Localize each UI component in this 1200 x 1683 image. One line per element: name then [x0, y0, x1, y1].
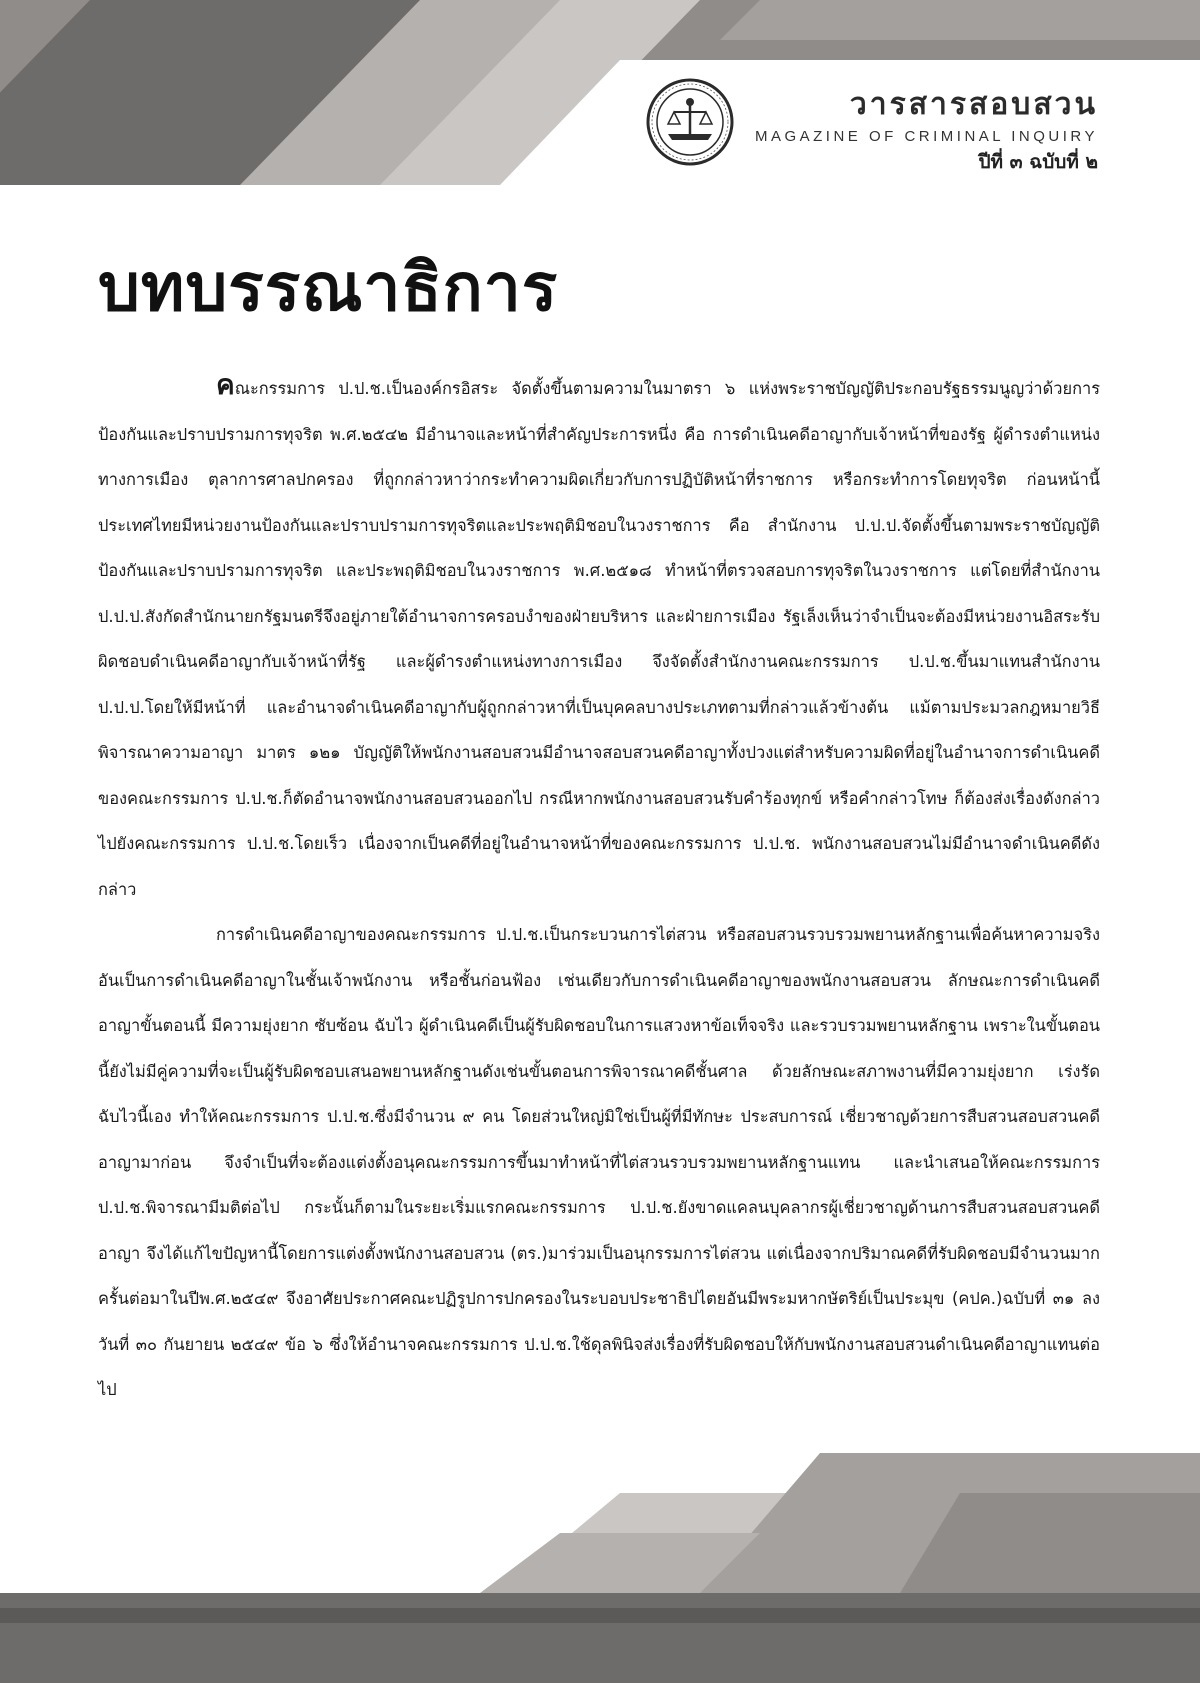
issue-label: ปีที่ ๓ ฉบับที่ ๒ [978, 151, 1098, 173]
magazine-title-thai: วารสารสอบสวน [849, 87, 1098, 122]
emblem-seal-icon [646, 78, 734, 166]
editorial-body [98, 362, 1100, 1413]
footer-decorative-band [0, 1433, 1200, 1683]
magazine-title-english: MAGAZINE OF CRIMINAL INQUIRY [754, 128, 1098, 145]
masthead [646, 78, 1106, 188]
page-title: บทบรรณาธิการ [98, 249, 559, 326]
paragraph-2: การดำเนินคดีอาญาของคณะกรรมการ ป.ป.ช.เป็นกระบวนการไต่สวน หรือสอบสวนรวบรวมพยานหลักฐานเพื่อค้นหาความจริง อันเป็นการดำเนินคดีอาญาในชั้นเจ้าพนักงาน หรือชั้นก่อนฟ้อง เช่นเดียวกับการดำเนินคดีอาญาของพนักงานสอบสวน ลักษณะการดำเนินคดีอาญาขั้นตอนนี้ มีความยุ่งยาก ซับซ้อน ฉับไว ผู้ดำเนินคดีเป็นผู้รับผิดชอบในการแสวงหาข้อเท็จจริง และรวบรวมพยานหลักฐาน เพราะในขั้นตอนนี้ยังไม่มีคู่ความที่จะเป็นผู้รับผิดชอบเสนอพยานหลักฐานดังเช่นขั้นตอนการพิจารณาคดีชั้นศาล ด้วยลักษณะสภาพงานที่มีความยุ่งยาก เร่งรัด ฉับไวนี้เอง ทำให้คณะกรรมการ ป.ป.ช.ซึ่งมีจำนวน ๙ คน โดยส่วนใหญ่มิใช่เป็นผู้ที่มีทักษะ ประสบการณ์ เชี่ยวชาญด้วยการสืบสวนสอบสวนคดีอาญามาก่อน จึงจำเป็นที่จะต้องแต่งตั้งอนุคณะกรรมการขึ้นมาทำหน้าที่ไต่สวนรวบรวมพยานหลักฐานแทน และนำเสนอให้คณะกรรมการ ป.ป.ช.พิจารณามีมติต่อไป กระนั้นก็ตามในระยะเริ่มแรกคณะกรรมการ ป.ป.ช.ยังขาดแคลนบุคลากรผู้เชี่ยวชาญด้านการสืบสวนสอบสวนคดีอาญา จึงได้แก้ไขปัญหานี้โดยการแต่งตั้งพนักงานสอบสวน (ตร.)มาร่วมเป็นอนุกรรมการไต่สวน แต่เนื่องจากปริมาณคดีที่รับผิดชอบมีจำนวนมาก ครั้นต่อมาในปีพ.ศ.๒๕๔๙ จึงอาศัยประกาศคณะปฏิรูปการปกครองในระบอบประชาธิปไตยอันมีพระมหากษัตริย์เป็นประมุข (คปค.)ฉบับที่ ๓๑ ลงวันที่ ๓๐ กันยายน ๒๕๔๙ ข้อ ๖ ซึ่งให้อำนาจคณะกรรมการ ป.ป.ช.ใช้ดุลพินิจส่งเรื่องที่รับผิดชอบให้กับพนักงานสอบสวนดำเนินคดีอาญาแทนต่อไป [98, 925, 1100, 1399]
paragraph-1: คณะกรรมการ ป.ป.ช.เป็นองค์กรอิสระ จัดตั้งขึ้นตามความในมาตรา ๖ แห่งพระราชบัญญัติประกอบรัฐธรรมนูญว่าด้วยการป้องกันและปราบปรามการทุจริต พ.ศ.๒๕๔๒ มีอำนาจและหน้าที่สำคัญประการหนึ่ง คือ การดำเนินคดีอาญากับเจ้าหน้าที่ของรัฐ ผู้ดำรงตำแหน่งทางการเมือง ตุลาการศาลปกครอง ที่ถูกกล่าวหาว่ากระทำความผิดเกี่ยวกับการปฏิบัติหน้าที่ราชการ หรือกระทำการโดยทุจริต ก่อนหน้านี้ประเทศไทยมีหน่วยงานป้องกันและปราบปรามการทุจริตและประพฤติมิชอบในวงราชการ คือ สำนักงาน ป.ป.ป.จัดตั้งขึ้นตามพระราชบัญญัติป้องกันและปราบปรามการทุจริต และประพฤติมิชอบในวงราชการ พ.ศ.๒๕๑๘ ทำหน้าที่ตรวจสอบการทุจริตในวงราชการ แต่โดยที่สำนักงาน ป.ป.ป.สังกัดสำนักนายกรัฐมนตรีจึงอยู่ภายใต้อำนาจการครอบงำของฝ่ายบริหาร และฝ่ายการเมือง รัฐเล็งเห็นว่าจำเป็นจะต้องมีหน่วยงานอิสระรับผิดชอบดำเนินคดีอาญากับเจ้าหน้าที่รัฐ และผู้ดำรงตำแหน่งทางการเมือง จึงจัดตั้งสำนักงานคณะกรรมการ ป.ป.ช.ขึ้นมาแทนสำนักงาน ป.ป.ป.โดยให้มีหน้าที่ และอำนาจดำเนินคดีอาญากับผู้ถูกกล่าวหาที่เป็นบุคคลบางประเภทตามที่กล่าวแล้วข้างต้น แม้ตามประมวลกฎหมายวิธีพิจารณาความอาญา มาตร ๑๒๑ บัญญัติให้พนักงานสอบสวนมีอำนาจสอบสวนคดีอาญาทั้งปวงแต่สำหรับความผิดที่อยู่ในอำนาจการดำเนินคดีของคณะกรรมการ ป.ป.ช.ก็ตัดอำนาจพนักงานสอบสวนออกไป กรณีหากพนักงานสอบสวนรับคำร้องทุกข์ หรือคำกล่าวโทษ ก็ต้องส่งเรื่องดังกล่าวไปยังคณะกรรมการ ป.ป.ช.โดยเร็ว เนื่องจากเป็นคดีที่อยู่ในอำนาจหน้าที่ของคณะกรรมการ ป.ป.ช. พนักงานสอบสวนไม่มีอำนาจดำเนินคดีดังกล่าว [98, 368, 1100, 899]
